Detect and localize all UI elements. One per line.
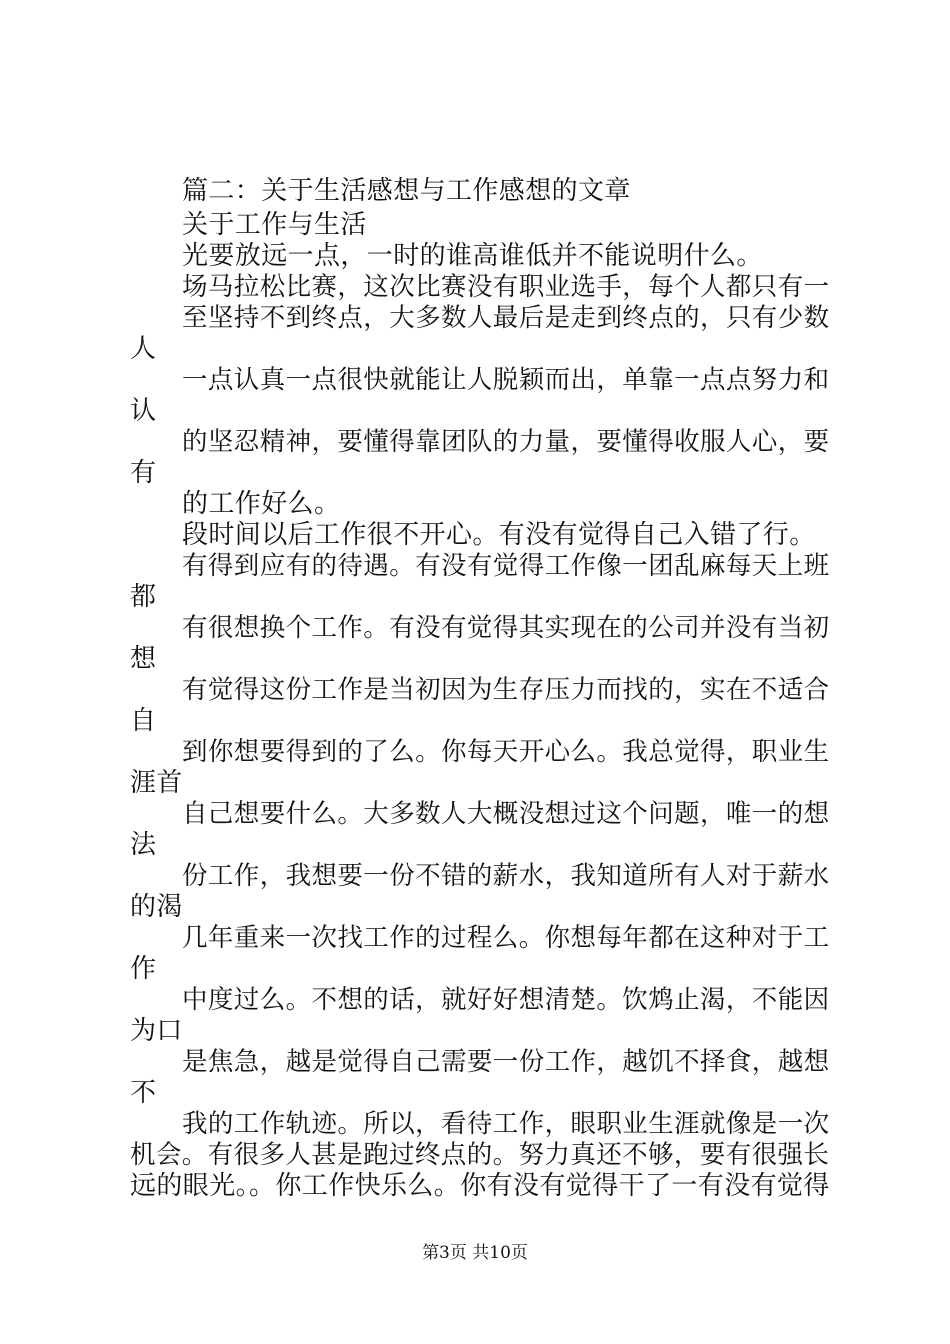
text-line: 不 [130, 1078, 157, 1108]
text-line: 我的工作轨迹。所以，看待工作，眼职业生涯就像是一次 [182, 1109, 830, 1139]
text-line: 认 [130, 396, 157, 426]
text-line: 的渴 [130, 892, 183, 922]
text-line: 段时间以后工作很不开心。有没有觉得自己入错了行。 [182, 520, 816, 550]
text-line: 场马拉松比赛，这次比赛没有职业选手，每个人都只有一 [182, 272, 830, 302]
text-line: 的工作好么。 [182, 489, 341, 519]
text-line: 的坚忍精神，要懂得靠团队的力量，要懂得收服人心，要 [182, 427, 830, 457]
text-line: 自己想要什么。大多数人大概没想过这个问题，唯一的想 [182, 799, 830, 829]
text-line: 远的眼光。。你工作快乐么。你有没有觉得干了一有没有觉得 [130, 1171, 830, 1201]
text-line: 作 [130, 954, 157, 984]
text-line: 中度过么。不想的话，就好好想清楚。饮鸩止渴，不能因 [182, 985, 830, 1015]
text-line: 篇二：关于生活感想与工作感想的文章 [182, 176, 631, 206]
text-line: 是焦急，越是觉得自己需要一份工作，越饥不择食，越想 [182, 1047, 830, 1077]
text-line: 份工作，我想要一份不错的薪水，我知道所有人对于薪水 [182, 861, 830, 891]
text-line: 光要放远一点，一时的谁高谁低并不能说明什么。 [182, 241, 763, 271]
text-line: 有得到应有的待遇。有没有觉得工作像一团乱麻每天上班 [182, 551, 830, 581]
text-line: 机会。有很多人甚是跑过终点的。努力真还不够，要有很强长 [130, 1140, 830, 1170]
text-line: 为口 [130, 1016, 183, 1046]
text-line: 有 [130, 458, 157, 488]
text-line: 有觉得这份工作是当初因为生存压力而找的，实在不适合 [182, 675, 830, 705]
text-line: 到你想要得到的了么。你每天开心么。我总觉得，职业生 [182, 737, 830, 767]
text-line: 至坚持不到终点，大多数人最后是走到终点的，只有少数 [182, 303, 830, 333]
text-line: 一点认真一点很快就能让人脱颖而出，单靠一点点努力和 [182, 365, 830, 395]
text-line: 有很想换个工作。有没有觉得其实现在的公司并没有当初 [182, 613, 830, 643]
text-line: 涯首 [130, 768, 183, 798]
text-line: 想 [130, 644, 157, 674]
page-footer: 第3页 共10页 [422, 1243, 528, 1263]
text-line: 人 [130, 334, 157, 364]
text-line: 自 [130, 706, 157, 736]
text-line: 法 [130, 830, 157, 860]
text-line: 都 [130, 582, 157, 612]
text-line: 关于工作与生活 [182, 210, 367, 240]
text-line: 几年重来一次找工作的过程么。你想每年都在这种对于工 [182, 923, 830, 953]
